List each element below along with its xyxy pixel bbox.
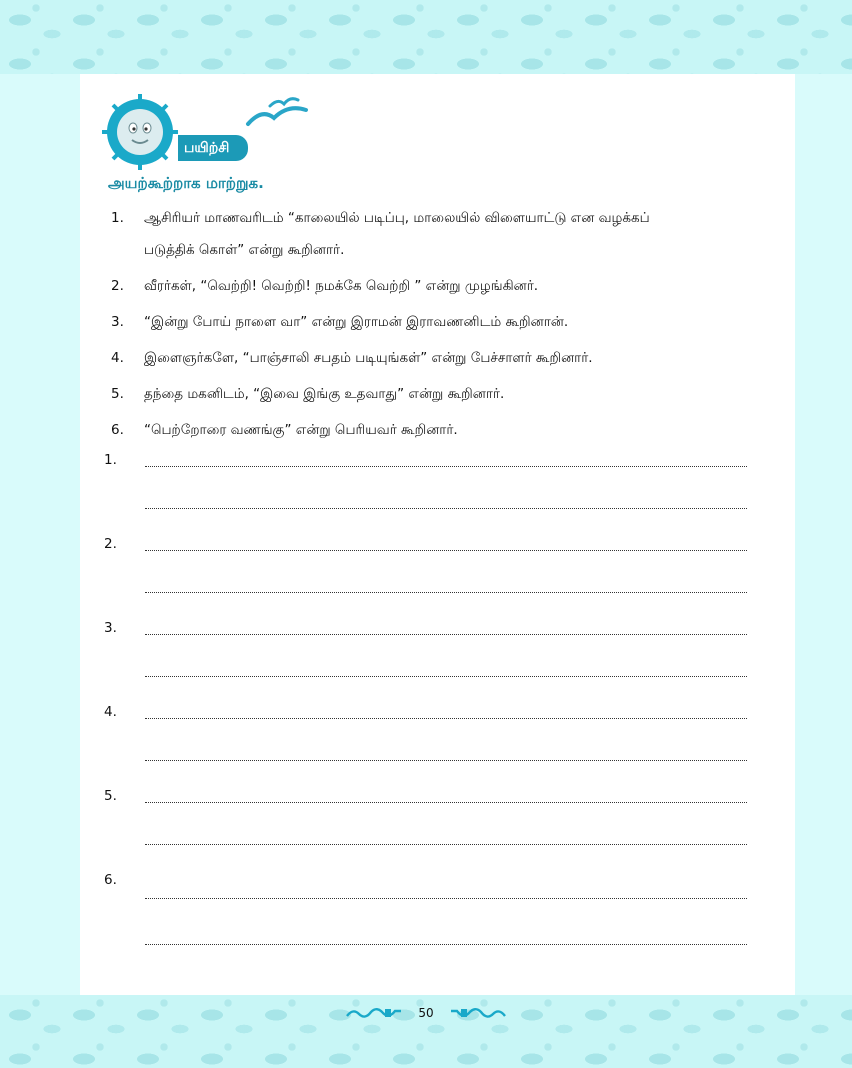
question-number: 3. bbox=[111, 314, 124, 330]
exercise-heading: அயற்கூற்றாக மாற்றுக. bbox=[108, 174, 264, 192]
question-text: இளைஞர்களே, “பாஞ்சாலி சபதம் படியுங்கள்” என்று பேச்சாளர் கூறினார். bbox=[144, 350, 593, 366]
question-item bbox=[108, 343, 788, 374]
page-footer bbox=[0, 1002, 852, 1022]
top-decorative-band bbox=[0, 0, 852, 74]
question-number: 4. bbox=[111, 350, 124, 366]
question-text: “பெற்றோரை வணங்கு” என்று பெரியவர் கூறினார். bbox=[144, 422, 458, 438]
page-number: 50 bbox=[418, 1005, 434, 1020]
question-text: தந்தை மகனிடம், “இவை இங்கு உதவாது” என்று கூறினார். bbox=[144, 386, 505, 402]
question-item bbox=[108, 271, 788, 302]
question-number: 6. bbox=[111, 422, 124, 438]
question-text-line-2: படுத்திக் கொள்” என்று கூறினார். bbox=[144, 242, 345, 258]
answer-line[interactable] bbox=[104, 930, 754, 950]
dotted-line bbox=[145, 944, 747, 945]
question-number: 1. bbox=[111, 210, 124, 226]
dotted-line bbox=[145, 760, 747, 761]
answer-line[interactable] bbox=[104, 452, 754, 472]
answer-number: 4. bbox=[104, 704, 117, 720]
question-text: வீரர்கள், “வெற்றி! வெற்றி! நமக்கே வெற்றி ” என்று முழங்கினர். bbox=[144, 278, 539, 294]
question-item bbox=[108, 202, 788, 266]
sun-face-icon bbox=[102, 94, 178, 170]
answer-line[interactable] bbox=[104, 704, 754, 724]
answer-number: 5. bbox=[104, 788, 117, 804]
answer-number: 3. bbox=[104, 620, 117, 636]
dotted-line bbox=[145, 466, 747, 467]
question-list bbox=[108, 202, 788, 451]
dotted-line bbox=[145, 676, 747, 677]
dotted-line bbox=[145, 898, 747, 899]
worksheet-page bbox=[80, 74, 795, 995]
left-ornament-icon bbox=[345, 1006, 403, 1020]
dotted-line bbox=[145, 718, 747, 719]
answer-line[interactable] bbox=[104, 884, 754, 904]
question-number: 2. bbox=[111, 278, 124, 294]
dotted-line bbox=[145, 592, 747, 593]
dotted-line bbox=[145, 508, 747, 509]
dotted-line bbox=[145, 550, 747, 551]
answer-line[interactable] bbox=[104, 662, 754, 682]
answer-line[interactable] bbox=[104, 830, 754, 850]
answer-line[interactable] bbox=[104, 578, 754, 598]
answer-line[interactable] bbox=[104, 746, 754, 766]
question-number: 5. bbox=[111, 386, 124, 402]
question-text: “இன்று போய் நாளை வா” என்று இராமன் இராவணனிடம் கூறினான். bbox=[144, 314, 569, 330]
answer-number: 1. bbox=[104, 452, 117, 468]
question-text-line-1: ஆசிரியர் மாணவரிடம் “காலையில் படிப்பு, மாலையில் விளையாட்டு என வழக்கப் bbox=[144, 210, 650, 226]
answer-line[interactable] bbox=[104, 494, 754, 514]
section-badge bbox=[102, 94, 322, 164]
answer-number: 6. bbox=[104, 872, 117, 888]
question-item bbox=[108, 415, 788, 446]
answer-number: 2. bbox=[104, 536, 117, 552]
dotted-line bbox=[145, 844, 747, 845]
seagulls-icon bbox=[240, 94, 312, 130]
right-ornament-icon bbox=[449, 1006, 507, 1020]
dotted-line bbox=[145, 634, 747, 635]
answer-line[interactable] bbox=[104, 788, 754, 808]
answer-line[interactable] bbox=[104, 536, 754, 556]
section-label: பயிற்சி bbox=[178, 135, 248, 161]
dotted-line bbox=[145, 802, 747, 803]
question-item bbox=[108, 307, 788, 338]
answer-line[interactable] bbox=[104, 620, 754, 640]
question-item bbox=[108, 379, 788, 410]
